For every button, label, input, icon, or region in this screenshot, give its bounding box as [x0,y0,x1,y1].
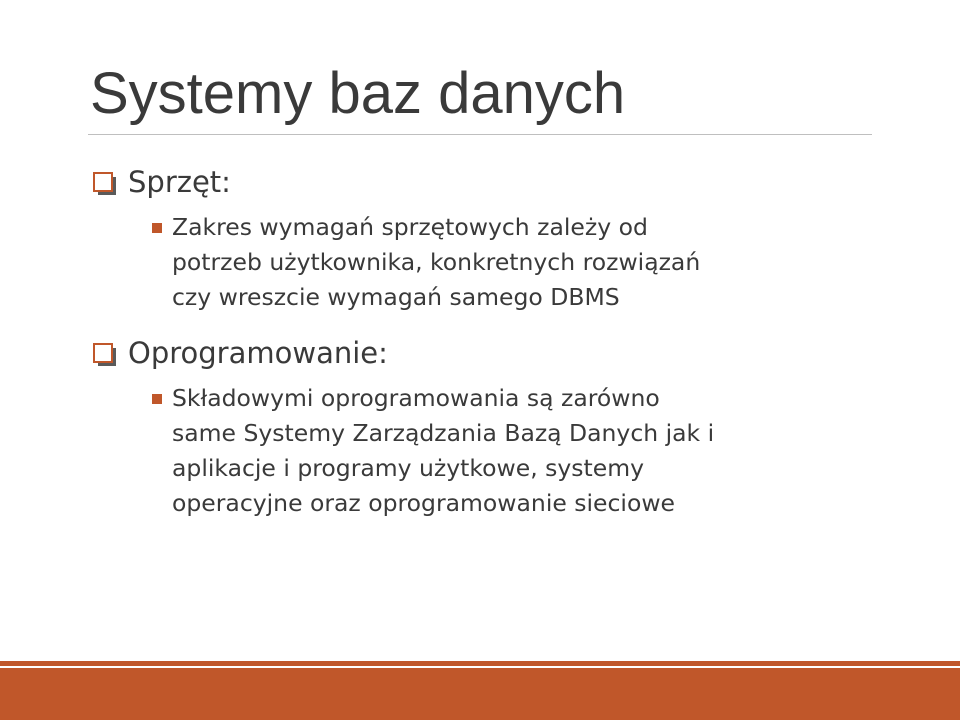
filled-square-bullet-icon [152,223,162,233]
title-divider [88,134,872,135]
section-heading-row [92,331,872,375]
section-heading: Sprzęt: [128,165,231,199]
bullet-line: czy wreszcie wymagań samego DBMS [172,283,620,311]
section-oprogramowanie [92,331,872,521]
section-heading: Oprogramowanie: [128,336,388,370]
bullet-item [152,381,872,521]
slide-content [92,160,872,521]
bullet-item [152,210,872,315]
filled-square-bullet-icon [152,394,162,404]
bullet-line: operacyjne oraz oprogramowanie sieciowe [172,489,676,517]
slide-title: Systemy baz danych [90,61,626,126]
bullet-line: aplikacje i programy użytkowe, systemy [172,454,645,482]
footer-accent-stripe [0,661,960,666]
bullet-line: same Systemy Zarządzania Bazą Danych jak i [172,419,715,447]
bullet-line: Składowymi oprogramowania są zarówno [172,384,660,412]
section-sprzet [92,160,872,315]
footer-accent-bar [0,668,960,720]
hollow-square-bullet-icon [92,342,118,368]
bullet-line: potrzeb użytkownika, konkretnych rozwiązań [172,248,701,276]
hollow-square-bullet-icon [92,171,118,197]
bullet-line: Zakres wymagań sprzętowych zależy od [172,213,648,241]
section-heading-row [92,160,872,204]
